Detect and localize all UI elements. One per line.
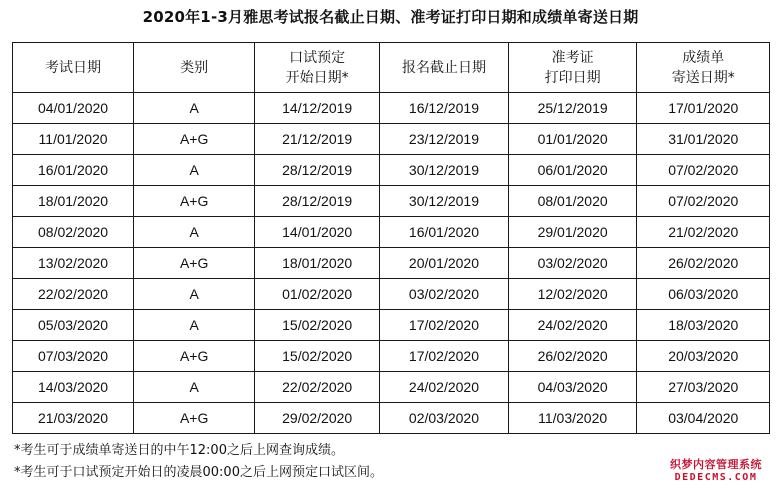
table-cell: A — [134, 155, 255, 186]
table-cell: 05/03/2020 — [13, 310, 134, 341]
table-cell: A — [134, 93, 255, 124]
footnote-score-query: *考生可于成绩单寄送日的中午12:00之后上网查询成绩。 — [14, 443, 344, 458]
table-row — [13, 155, 770, 186]
table-cell: 01/01/2020 — [508, 124, 637, 155]
watermark-url: DEDECMS.COM — [674, 472, 758, 483]
table-cell: 07/02/2020 — [637, 155, 770, 186]
table-cell: 29/01/2020 — [508, 217, 637, 248]
table-cell: 16/01/2020 — [13, 155, 134, 186]
table-cell: 27/03/2020 — [637, 372, 770, 403]
column-header-line: 成绩单 — [682, 49, 725, 66]
column-header-4 — [508, 43, 637, 93]
table-cell: 02/03/2020 — [380, 403, 509, 434]
table-cell: 16/12/2019 — [380, 93, 509, 124]
table-cell: 06/03/2020 — [637, 279, 770, 310]
table-cell: 26/02/2020 — [637, 248, 770, 279]
table-cell: 21/12/2019 — [255, 124, 380, 155]
column-header-line: 开始日期* — [285, 69, 349, 86]
table-cell: 18/01/2020 — [255, 248, 380, 279]
table-cell: A+G — [134, 248, 255, 279]
table-row — [13, 310, 770, 341]
table-row — [13, 279, 770, 310]
table-cell: 22/02/2020 — [13, 279, 134, 310]
watermark-logo — [657, 458, 775, 484]
table-cell: 07/02/2020 — [637, 186, 770, 217]
table-row — [13, 372, 770, 403]
table-row — [13, 341, 770, 372]
table-cell: 11/01/2020 — [13, 124, 134, 155]
table-cell: 12/02/2020 — [508, 279, 637, 310]
table-cell: 30/12/2019 — [380, 155, 509, 186]
column-header-line: 考试日期 — [45, 59, 102, 76]
footnotes — [14, 440, 383, 484]
table-cell: 07/03/2020 — [13, 341, 134, 372]
table-cell: 20/03/2020 — [637, 341, 770, 372]
table-row — [13, 248, 770, 279]
table-row — [13, 124, 770, 155]
table-cell: A — [134, 217, 255, 248]
column-header-line: 口试预定 — [289, 49, 346, 66]
table-row — [13, 93, 770, 124]
table-cell: 01/02/2020 — [255, 279, 380, 310]
table-cell: A — [134, 372, 255, 403]
page-title: 2020年1-3月雅思考试报名截止日期、准考证打印日期和成绩单寄送日期 — [142, 8, 639, 26]
column-header-5 — [637, 43, 770, 93]
table-cell: 18/01/2020 — [13, 186, 134, 217]
table-cell: A+G — [134, 403, 255, 434]
column-header-line: 寄送日期* — [671, 69, 735, 86]
table-cell: 25/12/2019 — [508, 93, 637, 124]
table-cell: 22/02/2020 — [255, 372, 380, 403]
watermark-name: 织梦内容管理系统 — [670, 458, 762, 471]
column-header-2 — [255, 43, 380, 93]
table-cell: 08/01/2020 — [508, 186, 637, 217]
column-header-line: 报名截止日期 — [401, 59, 486, 76]
table-cell: 15/02/2020 — [255, 310, 380, 341]
column-header-0 — [13, 43, 134, 93]
table-cell: 08/02/2020 — [13, 217, 134, 248]
table-cell: 04/03/2020 — [508, 372, 637, 403]
table-row — [13, 403, 770, 434]
table-cell: 23/12/2019 — [380, 124, 509, 155]
ielts-schedule-table — [12, 42, 770, 434]
table-cell: 03/04/2020 — [637, 403, 770, 434]
table-cell: 14/12/2019 — [255, 93, 380, 124]
column-header-3 — [380, 43, 509, 93]
table-cell: 24/02/2020 — [380, 372, 509, 403]
table-cell: 29/02/2020 — [255, 403, 380, 434]
table-cell: A — [134, 279, 255, 310]
table-cell: 24/02/2020 — [508, 310, 637, 341]
table-cell: 17/02/2020 — [380, 310, 509, 341]
table-cell: A+G — [134, 124, 255, 155]
table-body — [13, 93, 770, 434]
table-cell: 28/12/2019 — [255, 186, 380, 217]
table-row — [13, 186, 770, 217]
table-cell: 17/01/2020 — [637, 93, 770, 124]
table-cell: 21/03/2020 — [13, 403, 134, 434]
table-cell: A — [134, 310, 255, 341]
table-cell: 20/01/2020 — [380, 248, 509, 279]
table-cell: 11/03/2020 — [508, 403, 637, 434]
table-cell: 18/03/2020 — [637, 310, 770, 341]
column-header-line: 类别 — [180, 59, 209, 76]
table-cell: A+G — [134, 341, 255, 372]
table-row — [13, 217, 770, 248]
table-header-row — [13, 43, 770, 93]
table-cell: 03/02/2020 — [380, 279, 509, 310]
table-cell: A+G — [134, 186, 255, 217]
table-cell: 17/02/2020 — [380, 341, 509, 372]
column-header-1 — [134, 43, 255, 93]
table-cell: 31/01/2020 — [637, 124, 770, 155]
table-cell: 16/01/2020 — [380, 217, 509, 248]
table-cell: 13/02/2020 — [13, 248, 134, 279]
table-cell: 06/01/2020 — [508, 155, 637, 186]
table-cell: 26/02/2020 — [508, 341, 637, 372]
table-cell: 28/12/2019 — [255, 155, 380, 186]
table-cell: 14/03/2020 — [13, 372, 134, 403]
column-header-line: 打印日期 — [544, 69, 601, 86]
table-cell: 04/01/2020 — [13, 93, 134, 124]
footnote-speaking-booking: *考生可于口试预定开始日的凌晨00:00之后上网预定口试区间。 — [14, 465, 383, 480]
table-cell: 03/02/2020 — [508, 248, 637, 279]
table-cell: 30/12/2019 — [380, 186, 509, 217]
table-cell: 21/02/2020 — [637, 217, 770, 248]
table-cell: 15/02/2020 — [255, 341, 380, 372]
column-header-line: 准考证 — [551, 49, 594, 66]
table-cell: 14/01/2020 — [255, 217, 380, 248]
